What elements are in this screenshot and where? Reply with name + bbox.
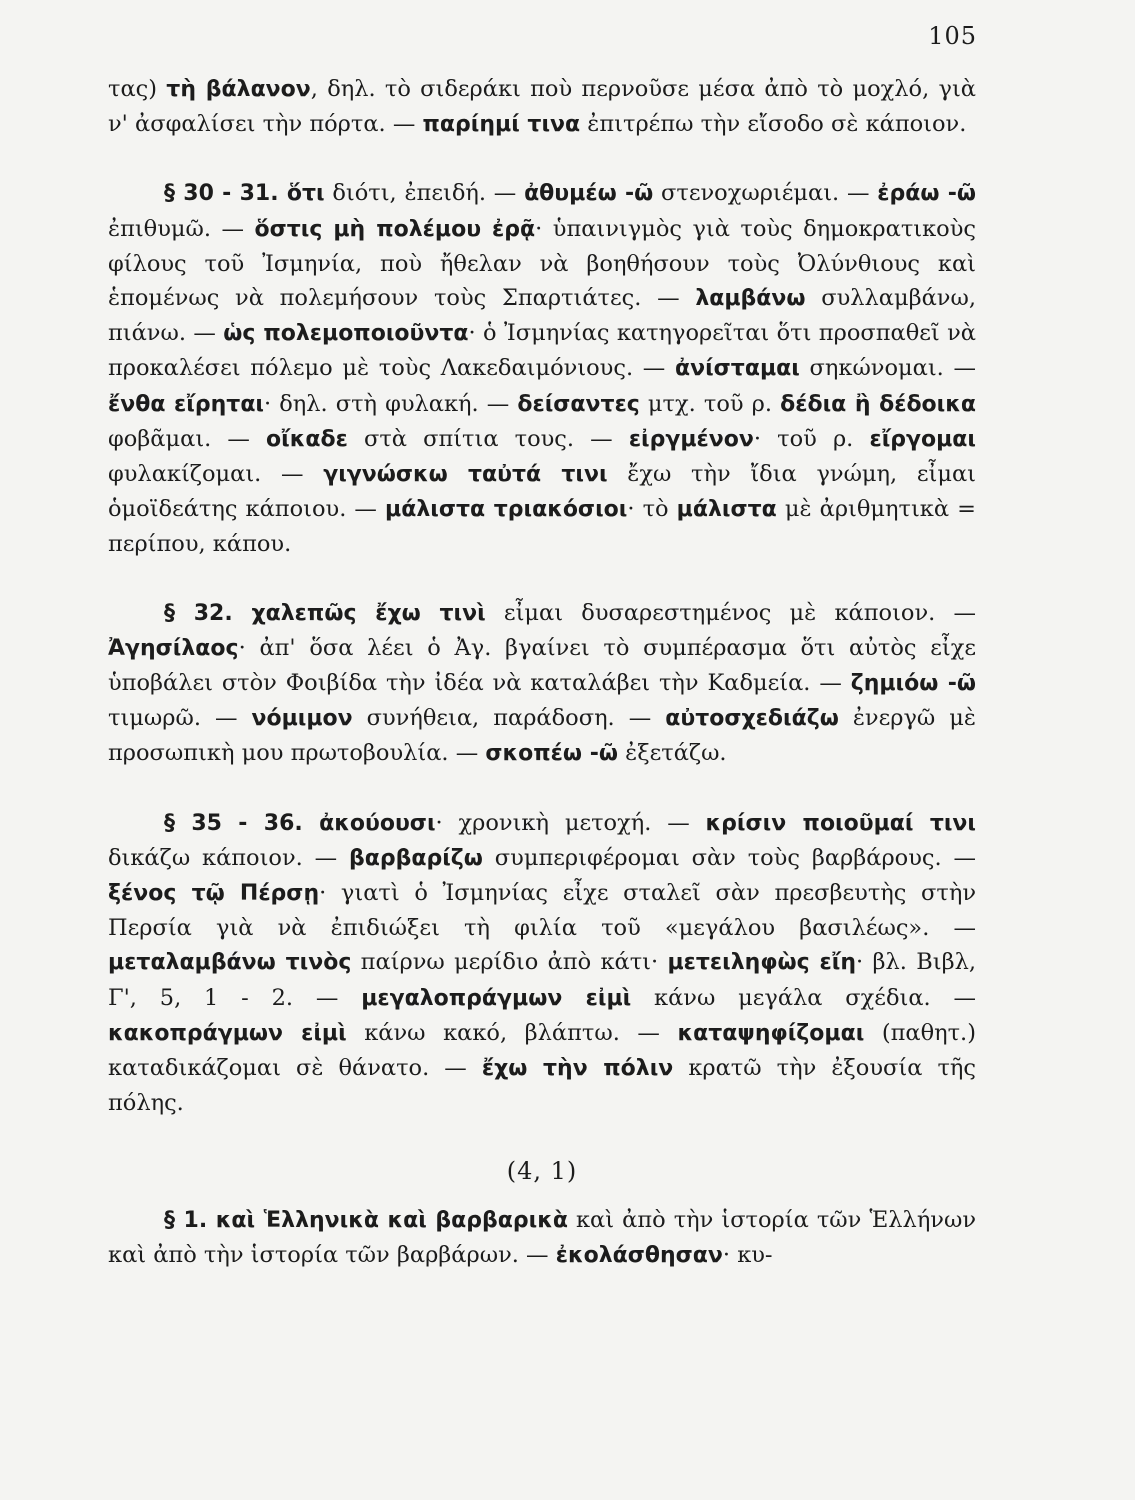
- term: ὡς πολεμοποιοῦντα: [223, 321, 469, 347]
- term: § 35 - 36.: [164, 810, 320, 836]
- term: μάλιστα τριακόσιοι: [385, 497, 628, 523]
- gloss-text: κάνω μεγάλα σχέδια. —: [631, 984, 976, 1011]
- gloss-text: δικάζω κάποιον. —: [108, 844, 350, 871]
- term: οἴκαδε: [266, 426, 348, 452]
- term: ἔχω τὴν πόλιν: [481, 1056, 674, 1082]
- gloss-text: · τοῦ ρ.: [753, 425, 870, 452]
- gloss-text: · βλ. Βιβλ, Γ', 5, 1 - 2. —: [108, 949, 976, 1011]
- term: Ἀγησίλαος: [108, 635, 239, 661]
- term: μετειληφὼς εἴη: [667, 950, 857, 976]
- gloss-text: φυλακίζομαι. —: [108, 461, 324, 488]
- gloss-text: παίρνω μερίδιο ἀπὸ κάτι·: [351, 949, 668, 976]
- term: ἀνίσταμαι: [675, 356, 800, 382]
- term: εἰργμένον: [628, 426, 754, 452]
- gloss-text: · ὑπαινιγμὸς γιὰ τοὺς δημοκρατικοὺς φίλους τοῦ Ἰσμηνία, ποὺ ἤθελαν νὰ βοηθήσουν τοὺς Ὀλύνθιους καὶ ἑπομένως νὰ πολεμήσουν τοὺς Σπαρτιάτες. —: [108, 215, 976, 312]
- term: ἐράω -ῶ: [877, 181, 977, 207]
- term: ὅτι: [286, 181, 325, 207]
- gloss-text: μτχ. τοῦ ρ.: [639, 390, 781, 417]
- term: § 1.: [164, 1207, 216, 1233]
- term: ὅστις μὴ πολέμου ἐρᾷ: [254, 216, 536, 242]
- term: καὶ Ἑλληνικὰ καὶ βαρβαρικὰ: [215, 1207, 568, 1233]
- term: μεγαλοπράγμων εἰμὶ: [361, 985, 632, 1011]
- term: παρίημί τινα: [422, 112, 581, 138]
- gloss-text: ἐνεργῶ μὲ προσωπικὴ μου πρωτοβουλία. —: [108, 705, 976, 767]
- gloss-text: · ἀπ' ὅσα λέει ὁ Ἀγ. βγαίνει τὸ συμπέρασμα ὅτι αὐτὸς εἶχε ὑποβάλει στὸν Φοιβίδα τὴν ἰδέα νὰ καταλάβει τὴν Καδμεία. —: [108, 634, 976, 697]
- term: § 32.: [164, 600, 252, 626]
- gloss-text: ἐξετάζω.: [617, 740, 727, 767]
- paragraph: [108, 72, 976, 142]
- gloss-text: φοβᾶμαι. —: [108, 425, 267, 452]
- gloss-text: συμπεριφέρομαι σὰν τοὺς βαρβάρους. —: [482, 844, 977, 871]
- term: κακοπράγμων εἰμὶ: [108, 1020, 347, 1046]
- gloss-text: · δηλ. στὴ φυλακή. —: [264, 390, 518, 417]
- chapter-heading: (4, 1): [506, 1157, 578, 1186]
- term: ἀκούουσι: [319, 810, 436, 836]
- gloss-text: κρατῶ τὴν ἐξουσία τῆς πόλης.: [108, 1055, 976, 1117]
- gloss-text: καὶ ἀπὸ τὴν ἱστορία τῶν Ἑλλήνων καὶ ἀπὸ τὴν ἱστορία τῶν βαρβάρων. —: [108, 1206, 976, 1268]
- paragraph: [108, 806, 976, 1121]
- gloss-text: · γιατὶ ὁ Ἰσμηνίας εἶχε σταλεῖ σὰν πρεσβευτὴς στὴν Περσία γιὰ νὰ ἐπιδιώξει τὴ φιλία τοῦ «μεγάλου βασιλέως». —: [108, 880, 976, 942]
- gloss-text: (παθητ.) καταδικάζομαι σὲ θάνατο. —: [108, 1019, 976, 1082]
- gloss-text: στὰ σπίτια τους. —: [347, 425, 629, 452]
- term: μάλιστα: [676, 497, 777, 523]
- term: εἴργομαι: [869, 426, 976, 452]
- term: κρίσιν ποιοῦμαί τινι: [705, 810, 976, 836]
- gloss-text: τας): [108, 76, 167, 102]
- gloss-text: σηκώνομαι. —: [799, 355, 976, 382]
- page-number: 105: [928, 22, 977, 50]
- term: καταψηφίζομαι: [677, 1020, 865, 1046]
- paragraph: [108, 1203, 976, 1273]
- gloss-text: τιμωρῶ. —: [108, 705, 252, 732]
- term: δέδια ἢ δέδοικα: [780, 391, 976, 417]
- term: σκοπέω -ῶ: [485, 741, 618, 767]
- gloss-text: συνήθεια, παράδοση. —: [352, 705, 666, 732]
- term: χαλεπῶς ἔχω τινὶ: [251, 600, 486, 626]
- term: γιγνώσκω ταὐτά τινι: [323, 462, 608, 488]
- gloss-text: κάνω κακό, βλάπτω. —: [346, 1019, 678, 1046]
- term: βαρβαρίζω: [349, 845, 483, 871]
- page-body: [108, 72, 976, 1273]
- gloss-text: ἐπιτρέπω τὴν εἴσοδο σὲ κάποιον.: [580, 111, 967, 138]
- gloss-text: , δηλ. τὸ σιδεράκι ποὺ περνοῦσε μέσα ἀπὸ τὸ μοχλό, γιὰ ν' ἀσφαλίσει τὴν πόρτα. —: [108, 76, 976, 138]
- gloss-text: διότι, ἐπειδή. —: [324, 180, 525, 207]
- term: § 30 - 31.: [164, 181, 287, 207]
- gloss-text: εἶμαι δυσαρεστημένος μὲ κάποιον. —: [485, 599, 977, 626]
- term: αὐτοσχεδιάζω: [665, 706, 839, 732]
- term: ἔνθα εἴρηται: [108, 391, 264, 417]
- term: λαμβάνω: [695, 286, 806, 312]
- gloss-text: · χρονικὴ μετοχή. —: [435, 809, 706, 836]
- gloss-text: ἐπιθυμῶ. —: [108, 215, 255, 242]
- gloss-text: μὲ ἀριθμητικὰ = περίπου, κάπου.: [108, 496, 976, 558]
- term: νόμιμον: [251, 706, 353, 732]
- gloss-text: · τὸ: [627, 496, 677, 523]
- paragraph: [108, 596, 976, 772]
- term: ἐκολάσθησαν: [555, 1242, 723, 1268]
- gloss-text: ἔχω τὴν ἴδια γνώμη, εἶμαι ὁμοϊδεάτης κάποιου. —: [108, 461, 977, 523]
- term: ζημιόω -ῶ: [850, 671, 976, 697]
- term: ξένος τῷ Πέρσῃ: [108, 881, 320, 907]
- paragraph: [108, 176, 976, 561]
- gloss-text: στενοχωριέμαι. —: [653, 180, 878, 207]
- gloss-text: συλλαμβάνω, πιάνω. —: [108, 285, 976, 347]
- term: τὴ βάλανον: [166, 77, 311, 102]
- term: δείσαντες: [517, 391, 640, 417]
- term: μεταλαμβάνω τινὸς: [108, 950, 352, 976]
- gloss-text: · κυ-: [722, 1241, 773, 1268]
- gloss-text: · ὁ Ἰσμηνίας κατηγορεῖται ὅτι προσπαθεῖ νὰ προκαλέσει πόλεμο μὲ τοὺς Λακεδαιμόνιους. —: [108, 320, 976, 382]
- term: ἀθυμέω -ῶ: [524, 181, 654, 207]
